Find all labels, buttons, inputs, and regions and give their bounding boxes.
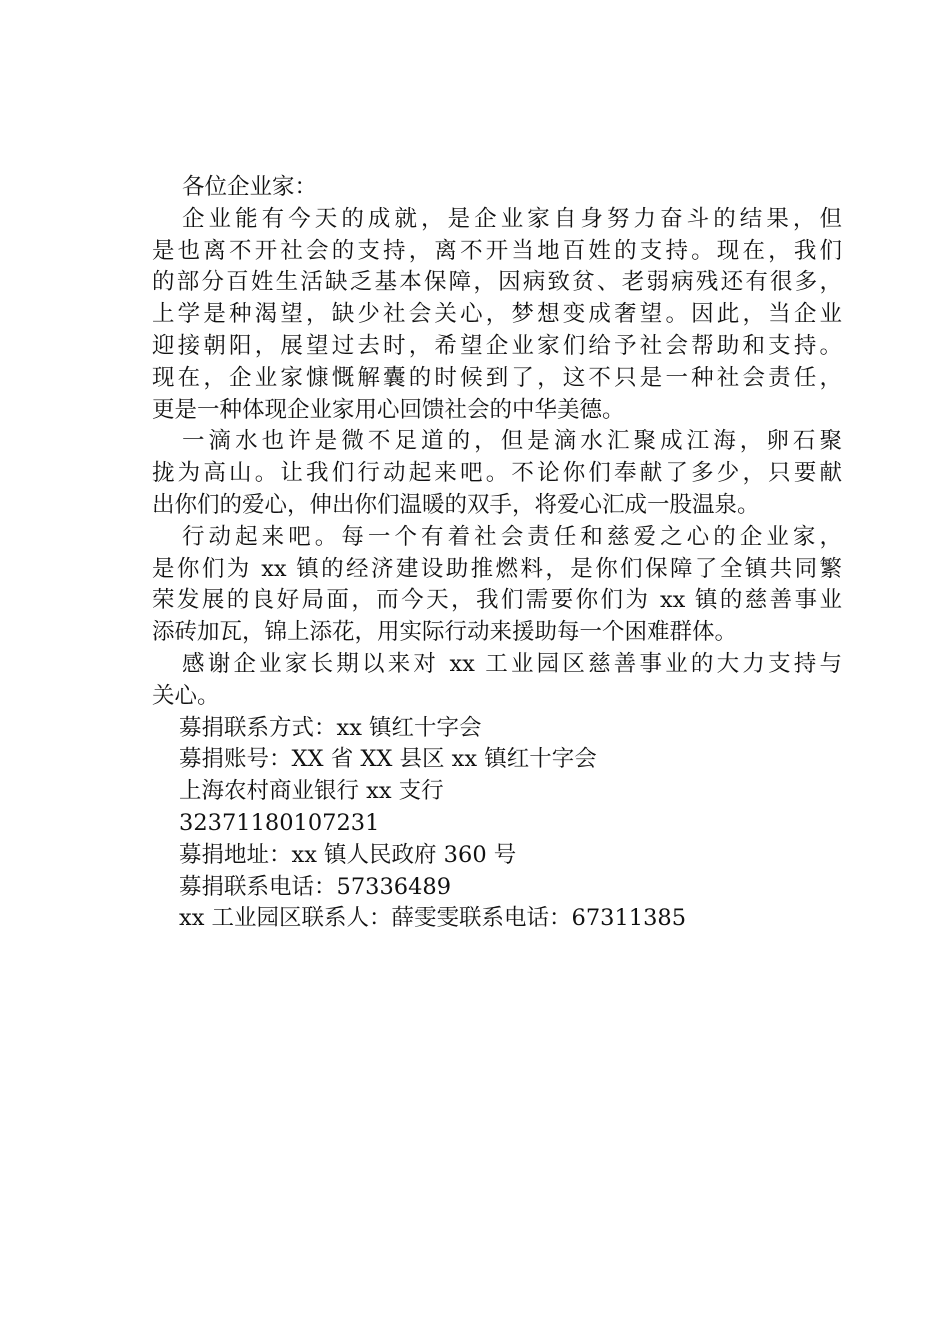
park-contact-person: xx 工业园区联系人：薛雯雯联系电话：67311385 — [179, 905, 687, 932]
contact-phone: 募捐联系电话：57336489 — [179, 873, 452, 900]
paragraph-line: 感谢企业家长期以来对 xx 工业园区慈善事业的大力支持与 — [182, 650, 842, 677]
account-number: 32371180107231 — [179, 809, 380, 836]
paragraph-line: 出你们的爱心，伸出你们温暖的双手，将爱心汇成一股温泉。 — [152, 491, 760, 518]
paragraph-line: 的部分百姓生活缺乏基本保障，因病致贫、老弱病残还有很多， — [152, 269, 842, 296]
paragraph-2 — [152, 426, 842, 521]
paragraph-3 — [152, 522, 842, 649]
paragraph-line: 企业能有今天的成就，是企业家自身努力奋斗的结果，但 — [182, 205, 842, 232]
bank-name: 上海农村商业银行 xx 支行 — [179, 778, 444, 805]
paragraph-line: 更是一种体现企业家用心回馈社会的中华美德。 — [152, 396, 625, 423]
paragraph-line: 关心。 — [152, 682, 220, 709]
paragraph-line: 是你们为 xx 镇的经济建设助推燃料，是你们保障了全镇共同繁 — [152, 555, 842, 582]
paragraph-line: 是也离不开社会的支持，离不开当地百姓的支持。现在，我们 — [152, 237, 842, 264]
contact-block — [152, 713, 842, 936]
paragraph-line: 拢为高山。让我们行动起来吧。不论你们奉献了多少，只要献 — [152, 460, 842, 487]
contact-method: 募捐联系方式：xx 镇红十字会 — [179, 714, 482, 741]
paragraph-line: 添砖加瓦，锦上添花，用实际行动来援助每一个困难群体。 — [152, 619, 738, 646]
paragraph-1 — [152, 204, 842, 427]
letter-body — [152, 172, 842, 935]
paragraph-line: 一滴水也许是微不足道的，但是滴水汇聚成江海，卵石聚 — [182, 428, 842, 455]
donation-account: 募捐账号：XX 省 XX 县区 xx 镇红十字会 — [179, 746, 597, 773]
donation-address: 募捐地址：xx 镇人民政府 360 号 — [179, 841, 517, 868]
paragraph-line: 迎接朝阳，展望过去时，希望企业家们给予社会帮助和支持。 — [152, 332, 842, 359]
paragraph-line: 现在，企业家慷慨解囊的时候到了，这不只是一种社会责任， — [152, 364, 842, 391]
paragraph-line: 荣发展的良好局面，而今天，我们需要你们为 xx 镇的慈善事业 — [152, 587, 842, 614]
paragraph-line: 行动起来吧。每一个有着社会责任和慈爱之心的企业家， — [182, 523, 842, 550]
salutation: 各位企业家： — [182, 174, 318, 200]
paragraph-line: 上学是种渴望，缺少社会关心，梦想变成奢望。因此，当企业 — [152, 301, 842, 328]
paragraph-4 — [152, 649, 842, 713]
